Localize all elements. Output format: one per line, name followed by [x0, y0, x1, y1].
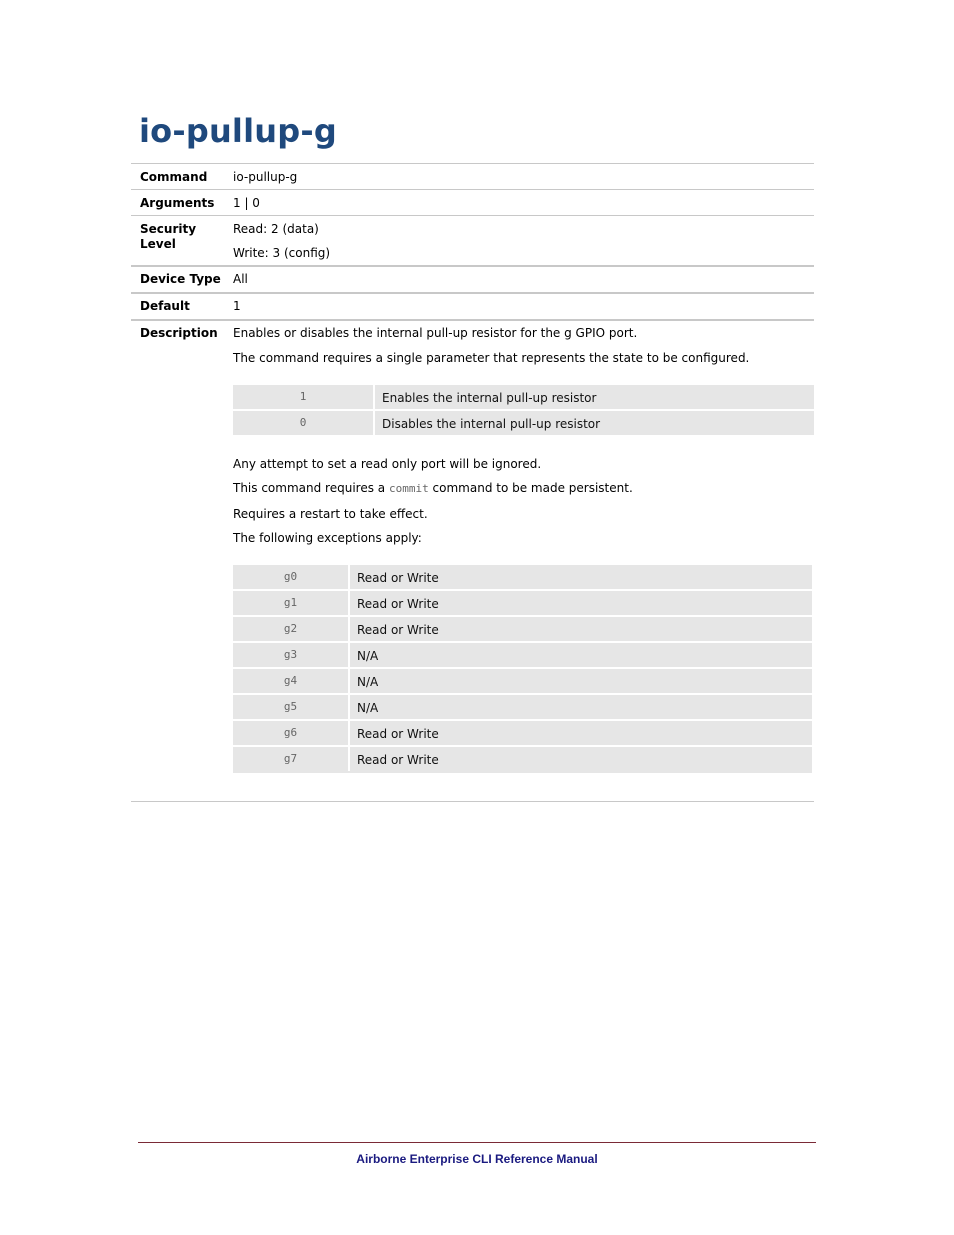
- command-value: io-pullup-g: [233, 170, 298, 184]
- command-label: Command: [140, 170, 208, 184]
- table-row: [233, 669, 812, 695]
- table-row: [233, 411, 814, 437]
- exception-access: Read or Write: [357, 753, 439, 767]
- security-read-value: Read: 2 (data): [233, 222, 319, 236]
- description-paragraph-2: The command requires a single parameter that represents the state to be configured.: [233, 351, 750, 365]
- exception-port: g1: [233, 591, 350, 615]
- state-table: [233, 385, 814, 437]
- commit-text-after: command to be made persistent.: [432, 481, 633, 495]
- default-value: 1: [233, 299, 241, 313]
- exception-port: g0: [233, 565, 350, 589]
- description-paragraph-5: Requires a restart to take effect.: [233, 507, 428, 521]
- arguments-label: Arguments: [140, 196, 215, 210]
- arguments-row: [131, 189, 814, 215]
- section-end-divider: [131, 801, 814, 802]
- properties-table: [131, 163, 814, 803]
- default-row: [131, 292, 814, 319]
- exception-port: g3: [233, 643, 350, 667]
- security-write-value: Write: 3 (config): [233, 246, 331, 260]
- table-row: [233, 385, 814, 411]
- security-level-label: Security Level: [140, 222, 197, 251]
- exception-port: g5: [233, 695, 350, 719]
- exception-access: Read or Write: [357, 571, 439, 585]
- exception-port: g6: [233, 721, 350, 745]
- footer-divider: [138, 1142, 816, 1143]
- commit-code: commit: [388, 482, 429, 495]
- exception-access: Read or Write: [357, 597, 439, 611]
- table-row: [233, 591, 812, 617]
- device-type-row: [131, 265, 814, 292]
- description-paragraph-1: Enables or disables the internal pull-up resistor for the g GPIO port.: [233, 326, 638, 340]
- exception-port: g7: [233, 747, 350, 771]
- exception-access: N/A: [357, 649, 379, 663]
- exceptions-table: [233, 565, 812, 773]
- description-row: [131, 319, 814, 803]
- table-row: [233, 617, 812, 643]
- footer-title: Airborne Enterprise CLI Reference Manual: [356, 1152, 598, 1166]
- arguments-value: 1 | 0: [233, 196, 260, 210]
- device-type-value: All: [233, 272, 248, 286]
- table-row: [233, 721, 812, 747]
- commit-text-before: This command requires a: [233, 481, 386, 495]
- device-type-label: Device Type: [140, 272, 221, 286]
- exception-access: N/A: [357, 701, 379, 715]
- state-description: Enables the internal pull-up resistor: [382, 391, 597, 405]
- description-paragraph-6: The following exceptions apply:: [233, 531, 422, 545]
- state-description: Disables the internal pull-up resistor: [382, 417, 601, 431]
- state-code: 0: [233, 411, 375, 435]
- exception-access: Read or Write: [357, 623, 439, 637]
- table-row: [233, 747, 812, 771]
- description-paragraph-4: [233, 481, 633, 496]
- table-row: [233, 695, 812, 721]
- description-paragraph-3: Any attempt to set a read only port will be ignored.: [233, 457, 542, 471]
- state-code: 1: [233, 385, 375, 409]
- command-row: [131, 163, 814, 189]
- default-label: Default: [140, 299, 190, 313]
- table-row: [233, 643, 812, 669]
- exception-port: g4: [233, 669, 350, 693]
- exception-access: N/A: [357, 675, 379, 689]
- exception-access: Read or Write: [357, 727, 439, 741]
- description-label: Description: [140, 326, 218, 340]
- table-row: [233, 565, 812, 591]
- exception-port: g2: [233, 617, 350, 641]
- security-level-row: [131, 215, 814, 265]
- page-title: io-pullup-g: [139, 112, 337, 150]
